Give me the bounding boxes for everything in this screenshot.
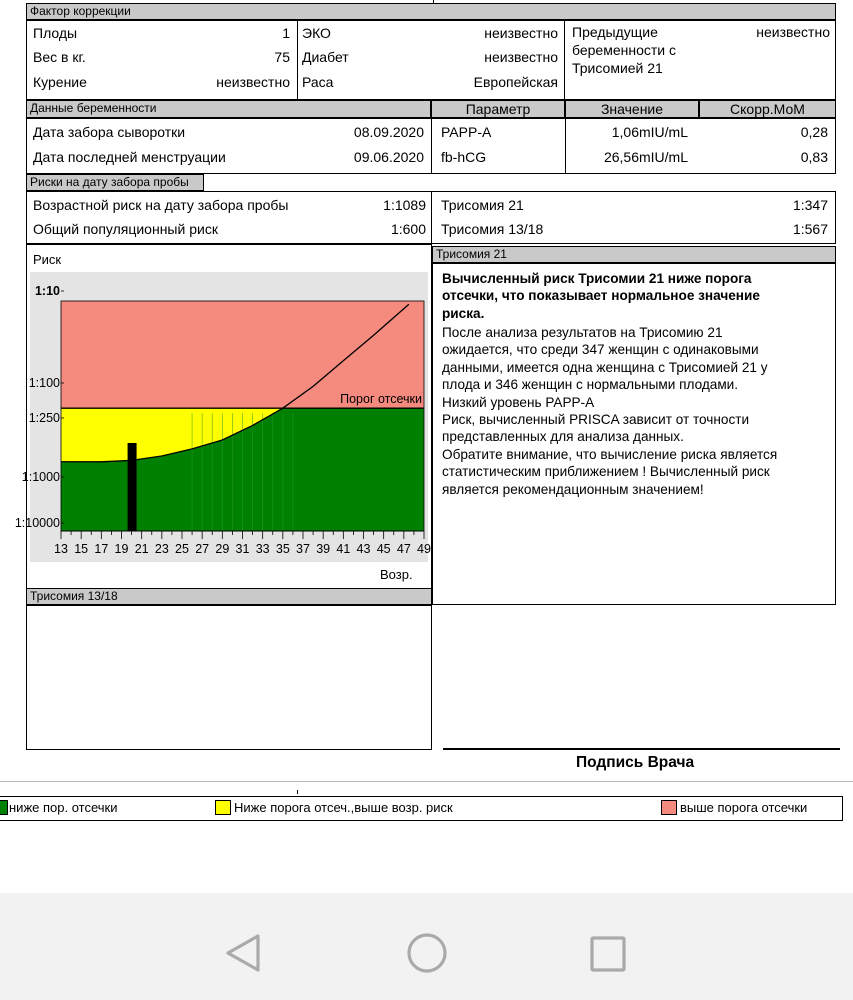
x-tick-label: 39 — [316, 542, 331, 556]
table-row: PAPP-A — [441, 124, 492, 140]
prev-pregnancies-label-3: Трисомией 21 — [572, 60, 663, 76]
description-line: представленных для анализа данных. — [442, 429, 684, 445]
risks-header: Риски на дату забора пробы — [26, 174, 204, 191]
trisomy1318-header: Трисомия 13/18 — [26, 588, 432, 605]
x-tick-label: 29 — [215, 542, 230, 556]
legend-swatch-red — [661, 800, 677, 815]
population-risk-label: Общий популяционный риск — [33, 221, 218, 237]
y-tick-label: 1:10000 — [14, 516, 60, 530]
ivf-value: неизвестно — [484, 25, 558, 41]
smoking-label: Курение — [33, 74, 87, 90]
signature-line — [443, 748, 840, 750]
col-corrected-mom: Скорр.МоМ — [699, 100, 836, 118]
lmp-label: Дата последней менструации — [33, 149, 226, 165]
legend-swatch-green — [0, 800, 8, 815]
description-line: ожидается, что среди 347 женщин с одинаковыми — [442, 342, 759, 358]
x-tick-label: 41 — [336, 542, 351, 556]
back-icon[interactable] — [222, 932, 264, 974]
legend-label: ниже пор. отсечки — [9, 800, 118, 815]
fetus-value: 1 — [282, 25, 290, 41]
bold-line: риска. — [442, 305, 485, 321]
legend-label: выше порога отсечки — [680, 800, 808, 815]
lmp-value: 09.06.2020 — [353, 149, 424, 165]
table-cell: 1,06mIU/mL — [611, 124, 688, 140]
pregnancy-header: Данные беременности — [26, 100, 431, 118]
home-icon[interactable] — [405, 931, 449, 975]
weight-value: 75 — [274, 49, 290, 65]
description-line: Низкий уровень PAPP-A — [442, 394, 595, 410]
signature-label: Подпись Врача — [576, 754, 695, 771]
col-value: Значение — [565, 100, 699, 118]
cutoff-label: Порог отсечки — [340, 392, 422, 407]
serum-date-label: Дата забора сыворотки — [33, 124, 186, 140]
x-tick-label: 13 — [54, 542, 68, 556]
y-tick-label: 1:1000 — [21, 470, 60, 484]
y-tick-label: 1:10 — [34, 284, 60, 298]
description-line: статистическим приближением ! Вычисленный риск — [442, 464, 770, 480]
table-cell: 0,83 — [800, 149, 828, 165]
prev-pregnancies-value: неизвестно — [756, 24, 830, 40]
tick-mark — [297, 790, 298, 794]
diabetes-value: неизвестно — [484, 49, 558, 65]
trisomy21-bold-text — [442, 270, 760, 322]
description-line: Риск, вычисленный PRISCA зависит от точности — [442, 412, 750, 428]
x-tick-label: 17 — [94, 542, 109, 556]
x-tick-label: 47 — [396, 542, 411, 556]
x-tick-label: 43 — [356, 542, 371, 556]
trisomy1318-box — [26, 605, 432, 750]
trisomy21-header: Трисомия 21 — [432, 246, 836, 263]
col-parameter: Параметр — [431, 100, 565, 118]
x-tick-label: 35 — [275, 542, 290, 556]
x-tick-label: 19 — [114, 542, 129, 556]
x-tick-label: 15 — [74, 542, 89, 556]
race-value: Европейская — [473, 74, 558, 90]
age-risk-value: 1:1089 — [383, 197, 426, 213]
page-divider — [0, 781, 853, 782]
ivf-label: ЭКО — [302, 25, 331, 41]
description-line: плода и 346 женщин с нормальными плодами. — [442, 377, 739, 393]
bold-line: отсечки, что показывает нормальное значение — [442, 288, 760, 304]
table-cell: 26,56mIU/mL — [603, 149, 688, 165]
diabetes-label: Диабет — [302, 49, 349, 65]
y-tick-label: 1:250 — [28, 411, 60, 425]
x-tick-label: 37 — [296, 542, 310, 556]
description-line: После анализа результатов на Трисомию 21 — [442, 325, 723, 340]
fetus-label: Плоды — [33, 25, 78, 41]
correction-header: Фактор коррекции — [26, 3, 836, 20]
description-line: является рекомендационным значением! — [442, 481, 704, 497]
description-line: Обратите внимание, что вычисление риска является — [442, 446, 778, 462]
table-cell: 0,28 — [800, 124, 828, 140]
x-tick-label: 33 — [255, 542, 270, 556]
x-tick-label: 23 — [154, 542, 169, 556]
recents-icon[interactable] — [588, 934, 628, 974]
x-tick-label: 45 — [376, 542, 391, 556]
serum-date-value: 08.09.2020 — [353, 124, 424, 140]
x-tick-label: 31 — [235, 542, 250, 556]
age-risk-label: Возрастной риск на дату забора пробы — [33, 197, 289, 213]
x-tick-label: 25 — [175, 542, 189, 556]
bold-line: Вычисленный риск Трисомии 21 ниже порога — [442, 271, 752, 286]
description-line: данными, имеется одна женщина с Трисомией 21 у — [442, 359, 768, 375]
trisomy21-description — [442, 324, 777, 498]
x-axis-label: Возр. — [380, 567, 413, 582]
population-risk-value: 1:600 — [390, 221, 426, 237]
trisomy21-risk-value: 1:347 — [792, 197, 828, 213]
prev-pregnancies-label-2: беременности с — [572, 42, 677, 58]
trisomy21-risk-label: Трисомия 21 — [441, 197, 524, 213]
x-tick-label: 49 — [417, 542, 431, 556]
x-tick-label: 21 — [134, 542, 149, 556]
trisomy1318-risk-value: 1:567 — [792, 221, 828, 237]
weight-label: Вес в кг. — [33, 49, 86, 65]
y-tick-label: 1:100 — [28, 376, 60, 390]
smoking-value: неизвестно — [216, 74, 290, 90]
race-label: Раса — [302, 74, 334, 90]
prev-pregnancies-label-1: Предыдущие — [572, 24, 658, 40]
table-row: fb-hCG — [441, 149, 487, 165]
x-tick-label: 27 — [195, 542, 210, 556]
patient-marker — [128, 443, 137, 531]
legend-swatch-yellow — [215, 800, 231, 815]
chart-title: Риск — [33, 252, 62, 267]
trisomy1318-risk-label: Трисомия 13/18 — [441, 221, 544, 237]
legend-label: Ниже порога отсеч.,выше возр. риск — [234, 800, 453, 815]
